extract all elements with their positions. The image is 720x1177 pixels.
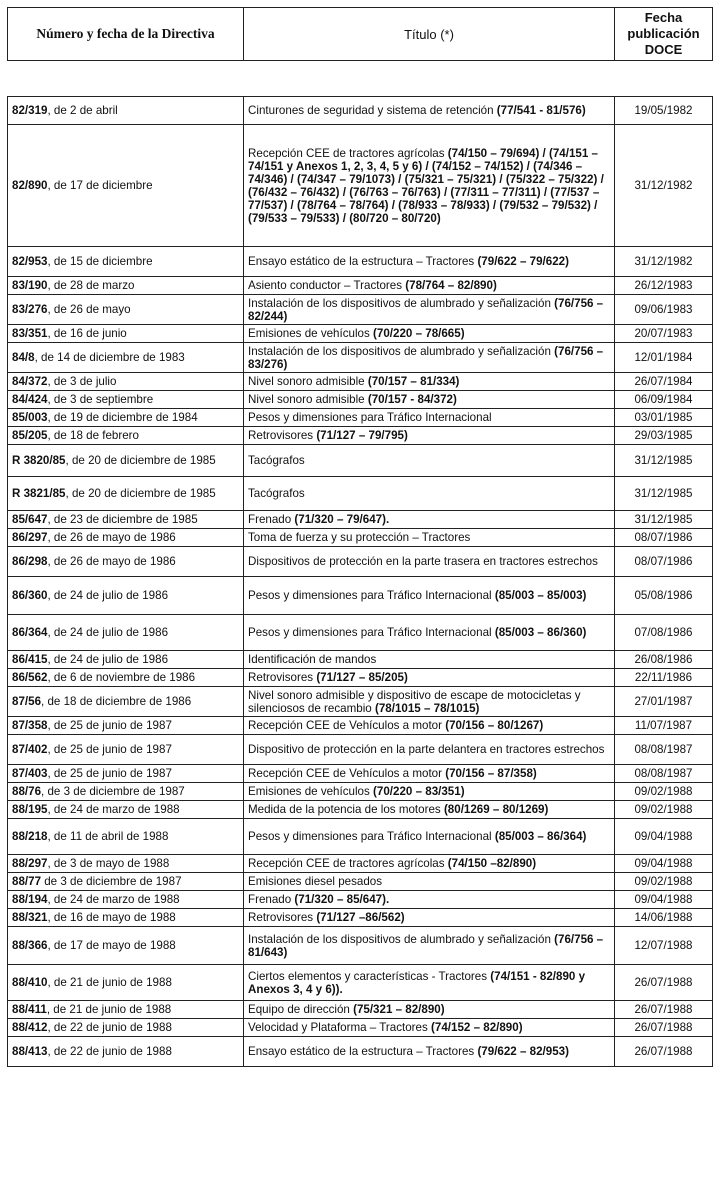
directive-references: (78/764 – 82/890) (405, 279, 497, 292)
table-row (8, 529, 713, 547)
directive-number: 83/190 (12, 279, 48, 292)
title-cell (244, 891, 615, 909)
directive-references: (71/127 – 85/205) (316, 671, 408, 684)
table-row (8, 891, 713, 909)
publication-date-cell: 26/07/1988 (615, 1037, 713, 1067)
table-row (8, 965, 713, 1001)
directive-cell (8, 801, 244, 819)
table-row (8, 687, 713, 717)
title-cell (244, 547, 615, 577)
header-pub-line1: Fecha (644, 10, 683, 25)
directive-date: , de 26 de mayo de 1986 (47, 555, 176, 568)
directive-date: , de 24 de julio de 1986 (47, 626, 169, 639)
table-row (8, 855, 713, 873)
table-row (8, 1001, 713, 1019)
directive-references: (70/220 – 83/351) (373, 785, 465, 798)
directive-references: (77/541 - 81/576) (496, 104, 586, 117)
title-cell (244, 577, 615, 615)
directive-title: Frenado (248, 513, 292, 526)
directive-date: , de 21 de junio de 1988 (46, 1003, 172, 1016)
table-row (8, 651, 713, 669)
table-row (8, 783, 713, 801)
directive-number: 84/424 (12, 393, 48, 406)
directive-references: (79/622 – 79/622) (477, 255, 569, 268)
directive-date: , de 25 de junio de 1987 (47, 743, 172, 756)
directive-references: (70/220 – 78/665) (373, 327, 465, 340)
directive-cell (8, 873, 244, 891)
table-row (8, 909, 713, 927)
directive-title: Recepción CEE de tractores agrícolas (248, 146, 445, 160)
directive-references: (70/157 - 84/372) (367, 393, 457, 406)
publication-date-cell: 09/02/1988 (615, 801, 713, 819)
table-row (8, 765, 713, 783)
title-cell (244, 391, 615, 409)
title-cell (244, 125, 615, 247)
table-row (8, 295, 713, 325)
header-pub-line3: DOCE (644, 42, 683, 57)
directive-number: 86/415 (12, 653, 48, 666)
directives-table (7, 96, 713, 1067)
directive-references: (71/127 – 79/795) (316, 429, 408, 442)
directive-cell (8, 511, 244, 529)
table-row (8, 391, 713, 409)
directive-references: (71/320 – 85/647). (294, 893, 390, 906)
title-cell (244, 651, 615, 669)
directive-references: (74/152 – 82/890) (431, 1021, 523, 1034)
publication-date-cell: 08/07/1986 (615, 547, 713, 577)
directive-references: (75/321 – 82/890) (353, 1003, 445, 1016)
directive-cell (8, 669, 244, 687)
directive-number: 86/364 (12, 626, 48, 639)
directive-number: 83/276 (12, 303, 48, 316)
directive-title: Equipo de dirección (248, 1003, 350, 1016)
title-cell (244, 927, 615, 965)
directive-number: 85/647 (12, 513, 48, 526)
directive-cell (8, 1019, 244, 1037)
directive-references: (71/127 –86/562) (316, 911, 405, 924)
directive-title: Retrovisores (248, 671, 314, 684)
directive-title: Velocidad y Plataforma – Tractores (248, 1021, 428, 1034)
publication-date-cell: 31/12/1985 (615, 477, 713, 511)
publication-date-cell: 09/04/1988 (615, 855, 713, 873)
directive-date: , de 3 de julio (47, 375, 117, 388)
publication-date-cell: 07/08/1986 (615, 615, 713, 651)
directive-title: Nivel sonoro admisible (248, 393, 365, 406)
title-cell (244, 477, 615, 511)
directive-number: 88/412 (12, 1021, 48, 1034)
title-cell (244, 687, 615, 717)
publication-date-cell: 14/06/1988 (615, 909, 713, 927)
table-row (8, 717, 713, 735)
directive-references: (76/756 – 81/643) (248, 932, 604, 959)
table-row (8, 247, 713, 277)
table-row (8, 125, 713, 247)
directive-date: de 3 de diciembre de 1987 (41, 875, 182, 888)
title-cell (244, 1019, 615, 1037)
directive-cell (8, 477, 244, 511)
directive-cell (8, 717, 244, 735)
publication-date-cell: 20/07/1983 (615, 325, 713, 343)
title-cell (244, 295, 615, 325)
directive-date: , de 26 de mayo (47, 303, 131, 316)
directive-number: 86/297 (12, 531, 48, 544)
directive-number: 82/319 (12, 104, 48, 117)
directive-date: , de 16 de junio (47, 327, 127, 340)
header-table (7, 7, 713, 61)
title-cell (244, 97, 615, 125)
directive-number: 87/403 (12, 767, 48, 780)
table-row (8, 343, 713, 373)
directive-date: , de 17 de mayo de 1988 (47, 939, 176, 952)
directive-number: 88/366 (12, 939, 48, 952)
table-row (8, 547, 713, 577)
directive-number: 85/003 (12, 411, 48, 424)
table-row (8, 409, 713, 427)
publication-date-cell: 31/12/1985 (615, 511, 713, 529)
directive-title: Instalación de los dispositivos de alumbrado y señalización (248, 932, 551, 946)
directive-number: 87/402 (12, 743, 48, 756)
table-row (8, 97, 713, 125)
directive-number: 82/890 (12, 179, 48, 192)
publication-date-cell: 11/07/1987 (615, 717, 713, 735)
directive-cell (8, 409, 244, 427)
table-row (8, 511, 713, 529)
header-directive-number-date: Número y fecha de la Directiva (8, 8, 244, 61)
directive-date: , de 23 de diciembre de 1985 (47, 513, 198, 526)
publication-date-cell: 09/04/1988 (615, 891, 713, 909)
publication-date-cell: 19/05/1982 (615, 97, 713, 125)
directive-title: Cinturones de seguridad y sistema de retención (248, 104, 494, 117)
directive-date: , de 18 de diciembre de 1986 (41, 695, 192, 708)
directive-title: Retrovisores (248, 911, 314, 924)
directive-references: (74/151 - 82/890 y Anexos 3, 4 y 6)). (248, 969, 586, 996)
title-cell (244, 669, 615, 687)
table-row (8, 1019, 713, 1037)
publication-date-cell: 26/07/1988 (615, 1019, 713, 1037)
header-publication-date (615, 8, 713, 61)
directive-title: Ciertos elementos y características - Tractores (248, 969, 488, 983)
directive-cell (8, 97, 244, 125)
directive-cell (8, 1001, 244, 1019)
directive-title: Ensayo estático de la estructura – Tractores (248, 1045, 475, 1058)
title-cell (244, 343, 615, 373)
directive-title: Medida de la potencia de los motores (248, 803, 441, 816)
directive-references: (85/003 – 86/364) (494, 830, 587, 843)
directive-references: (76/756 –82/244) (248, 296, 604, 323)
directive-number: 84/372 (12, 375, 48, 388)
publication-date-cell: 06/09/1984 (615, 391, 713, 409)
table-row (8, 1037, 713, 1067)
title-cell (244, 965, 615, 1001)
header-pub-line2: publicación (627, 26, 700, 41)
publication-date-cell: 26/12/1983 (615, 277, 713, 295)
publication-date-cell: 03/01/1985 (615, 409, 713, 427)
directive-title: Nivel sonoro admisible y dispositivo de escape de motocicletas y silenciosos de recambio (248, 688, 581, 715)
directive-date: , de 24 de marzo de 1988 (47, 803, 180, 816)
directive-number: 85/205 (12, 429, 48, 442)
title-cell (244, 511, 615, 529)
directive-title: Recepción CEE de Vehículos a motor (248, 719, 442, 732)
directive-date: , de 24 de julio de 1986 (47, 589, 169, 602)
header-row (8, 8, 713, 61)
directive-number: 88/297 (12, 857, 48, 870)
directive-date: , de 11 de abril de 1988 (47, 830, 169, 843)
title-cell (244, 765, 615, 783)
directive-date: , de 25 de junio de 1987 (47, 719, 172, 732)
publication-date-cell: 31/12/1982 (615, 247, 713, 277)
directive-date: , de 19 de diciembre de 1984 (47, 411, 198, 424)
directive-date: , de 28 de marzo (47, 279, 135, 292)
directive-number: 88/410 (12, 976, 48, 989)
directive-cell (8, 855, 244, 873)
directive-number: 88/218 (12, 830, 48, 843)
directive-number: 88/411 (12, 1003, 47, 1016)
directive-title: Dispositivos de protección en la parte trasera en tractores estrechos (248, 555, 598, 568)
publication-date-cell: 26/07/1988 (615, 965, 713, 1001)
directive-cell (8, 577, 244, 615)
publication-date-cell: 26/07/1988 (615, 1001, 713, 1019)
directive-title: Pesos y dimensiones para Tráfico Internacional (248, 830, 492, 843)
directive-number: 88/321 (12, 911, 48, 924)
title-cell (244, 445, 615, 477)
directive-title: Identificación de mandos (248, 653, 377, 666)
directive-cell (8, 445, 244, 477)
directive-number: 88/76 (12, 785, 42, 798)
directive-date: , de 18 de febrero (47, 429, 139, 442)
title-cell (244, 735, 615, 765)
directive-date: , de 3 de diciembre de 1987 (41, 785, 185, 798)
title-cell (244, 277, 615, 295)
directive-cell (8, 247, 244, 277)
title-cell (244, 615, 615, 651)
directive-date: , de 24 de julio de 1986 (47, 653, 169, 666)
directive-title: Pesos y dimensiones para Tráfico Internacional (248, 626, 492, 639)
directive-title: Emisiones de vehículos (248, 785, 370, 798)
directive-cell (8, 547, 244, 577)
directive-title: Instalación de los dispositivos de alumbrado y señalización (248, 296, 551, 310)
directive-references: (70/157 – 81/334) (367, 375, 460, 388)
directive-title: Dispositivo de protección en la parte delantera en tractores estrechos (248, 743, 605, 756)
directive-date: , de 25 de junio de 1987 (47, 767, 172, 780)
publication-date-cell: 31/12/1985 (615, 445, 713, 477)
title-cell (244, 855, 615, 873)
publication-date-cell: 09/04/1988 (615, 819, 713, 855)
directives-table-body (8, 97, 713, 1067)
table-row (8, 325, 713, 343)
header-title: Título (*) (244, 8, 615, 61)
title-cell (244, 427, 615, 445)
directive-cell (8, 325, 244, 343)
directive-title: Instalación de los dispositivos de alumbrado y señalización (248, 344, 551, 358)
directive-number: 87/56 (12, 695, 42, 708)
directive-title: Tacógrafos (248, 487, 305, 500)
directive-title: Nivel sonoro admisible (248, 375, 365, 388)
directive-title: Recepción CEE de tractores agrícolas (248, 857, 445, 870)
directive-number: 83/351 (12, 327, 48, 340)
directive-title: Emisiones de vehículos (248, 327, 370, 340)
title-cell (244, 373, 615, 391)
publication-date-cell: 05/08/1986 (615, 577, 713, 615)
title-cell (244, 783, 615, 801)
directive-number: 86/298 (12, 555, 48, 568)
directive-references: (76/756 – 83/276) (248, 344, 604, 371)
directive-date: , de 16 de mayo de 1988 (47, 911, 176, 924)
directive-cell (8, 343, 244, 373)
title-cell (244, 409, 615, 427)
directive-title: Emisiones diesel pesados (248, 875, 383, 888)
table-row (8, 801, 713, 819)
title-cell (244, 1037, 615, 1067)
publication-date-cell: 08/08/1987 (615, 765, 713, 783)
directive-number: 88/413 (12, 1045, 48, 1058)
directive-number: 88/194 (12, 893, 48, 906)
directive-date: , de 22 de junio de 1988 (47, 1021, 172, 1034)
directive-number: 82/953 (12, 255, 48, 268)
title-cell (244, 909, 615, 927)
directive-number: R 3821/85 (12, 487, 66, 500)
directive-title: Recepción CEE de Vehículos a motor (248, 767, 442, 780)
directive-cell (8, 891, 244, 909)
table-row (8, 577, 713, 615)
directive-number: 88/77 (12, 875, 42, 888)
directive-cell (8, 965, 244, 1001)
table-row (8, 927, 713, 965)
directive-date: , de 2 de abril (47, 104, 118, 117)
directive-number: 86/562 (12, 671, 48, 684)
directive-cell (8, 295, 244, 325)
publication-date-cell: 09/02/1988 (615, 783, 713, 801)
directive-references: (74/150 – 79/694) / (74/151 – 74/151 y Anexos 1, 2, 3, 4, 5 y 6) / (74/152 – 74/152) / (74/346 – 74/346) / (74/347 – 79/1073) / (75/321 – 75/321) / (75/322 – 75/322) / (76/432 – 76/432) / (76/763 – 76/763) / (77/311 – 77/311) / (77/537 – 77/537) / (78/764 – 78/764) / (78/933 – 78/933) / (79/532 – 79/532) / (79/533 – 79/533) / (80/720 – 80/720) (248, 146, 604, 225)
directive-title: Ensayo estático de la estructura – Tractores (248, 255, 475, 268)
directive-date: , de 26 de mayo de 1986 (47, 531, 176, 544)
publication-date-cell: 09/02/1988 (615, 873, 713, 891)
title-cell (244, 873, 615, 891)
directive-references: (78/1015 – 78/1015) (374, 701, 480, 715)
publication-date-cell: 26/08/1986 (615, 651, 713, 669)
publication-date-cell: 27/01/1987 (615, 687, 713, 717)
publication-date-cell: 09/06/1983 (615, 295, 713, 325)
directive-number: 84/8 (12, 351, 35, 364)
directive-date: , de 3 de septiembre (47, 393, 154, 406)
table-row (8, 669, 713, 687)
directive-title: Toma de fuerza y su protección – Tractores (248, 531, 471, 544)
publication-date-cell: 29/03/1985 (615, 427, 713, 445)
table-row (8, 373, 713, 391)
table-row (8, 873, 713, 891)
table-row (8, 445, 713, 477)
directive-date: , de 21 de junio de 1988 (47, 976, 172, 989)
directive-cell (8, 687, 244, 717)
publication-date-cell: 12/07/1988 (615, 927, 713, 965)
directive-date: , de 17 de diciembre (47, 179, 153, 192)
directive-number: 87/358 (12, 719, 48, 732)
directive-cell (8, 1037, 244, 1067)
table-row (8, 615, 713, 651)
directive-date: , de 6 de noviembre de 1986 (47, 671, 196, 684)
directive-cell (8, 529, 244, 547)
directive-date: , de 22 de junio de 1988 (47, 1045, 172, 1058)
publication-date-cell: 26/07/1984 (615, 373, 713, 391)
directive-cell (8, 373, 244, 391)
publication-date-cell: 12/01/1984 (615, 343, 713, 373)
table-row (8, 277, 713, 295)
directive-title: Pesos y dimensiones para Tráfico Internacional (248, 589, 492, 602)
directive-cell (8, 909, 244, 927)
directive-references: (85/003 – 85/003) (494, 589, 587, 602)
directive-title: Frenado (248, 893, 292, 906)
directive-references: (71/320 – 79/647). (294, 513, 390, 526)
directive-cell (8, 651, 244, 669)
title-cell (244, 819, 615, 855)
directive-references: (70/156 – 87/358) (445, 767, 537, 780)
directive-references: (70/156 – 80/1267) (445, 719, 544, 732)
directive-cell (8, 277, 244, 295)
directive-cell (8, 427, 244, 445)
directive-title: Pesos y dimensiones para Tráfico Internacional (248, 411, 492, 424)
directive-date: , de 24 de marzo de 1988 (47, 893, 180, 906)
directive-references: (85/003 – 86/360) (494, 626, 587, 639)
title-cell (244, 247, 615, 277)
title-cell (244, 717, 615, 735)
directive-cell (8, 819, 244, 855)
publication-date-cell: 31/12/1982 (615, 125, 713, 247)
directive-references: (74/150 –82/890) (447, 857, 537, 870)
title-cell (244, 1001, 615, 1019)
directive-references: (79/622 – 82/953) (477, 1045, 569, 1058)
directive-cell (8, 391, 244, 409)
table-row (8, 735, 713, 765)
directive-cell (8, 125, 244, 247)
table-row (8, 427, 713, 445)
directive-cell (8, 615, 244, 651)
directive-title: Retrovisores (248, 429, 314, 442)
directive-date: , de 20 de diciembre de 1985 (65, 487, 216, 500)
directive-number: R 3820/85 (12, 454, 66, 467)
directive-cell (8, 783, 244, 801)
directive-date: , de 3 de mayo de 1988 (47, 857, 170, 870)
directive-title: Asiento conductor – Tractores (248, 279, 403, 292)
directive-date: , de 14 de diciembre de 1983 (34, 351, 185, 364)
table-row (8, 477, 713, 511)
directive-cell (8, 735, 244, 765)
publication-date-cell: 08/08/1987 (615, 735, 713, 765)
title-cell (244, 801, 615, 819)
publication-date-cell: 08/07/1986 (615, 529, 713, 547)
directive-cell (8, 927, 244, 965)
directive-number: 88/195 (12, 803, 48, 816)
publication-date-cell: 22/11/1986 (615, 669, 713, 687)
directive-title: Tacógrafos (248, 454, 305, 467)
directive-date: , de 20 de diciembre de 1985 (65, 454, 216, 467)
title-cell (244, 325, 615, 343)
directive-number: 86/360 (12, 589, 48, 602)
title-cell (244, 529, 615, 547)
directive-cell (8, 765, 244, 783)
table-row (8, 819, 713, 855)
directive-references: (80/1269 – 80/1269) (443, 803, 549, 816)
directive-date: , de 15 de diciembre (47, 255, 153, 268)
